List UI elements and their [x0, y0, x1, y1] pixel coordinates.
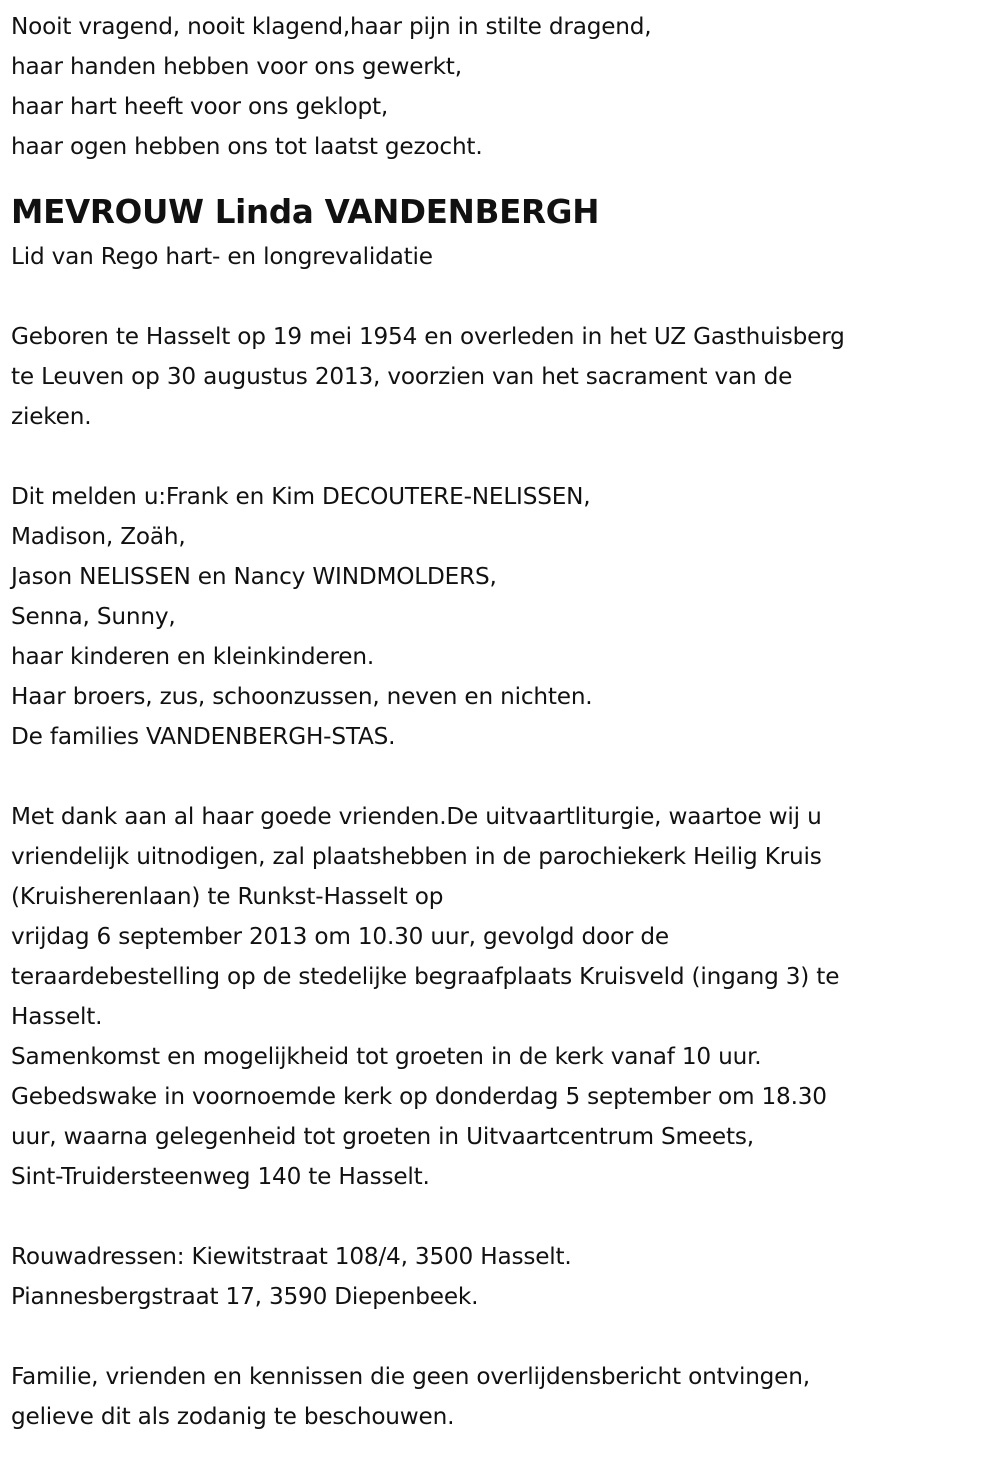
text-line: haar kinderen en kleinkinderen. [11, 642, 374, 670]
spacer [11, 436, 1000, 476]
text-line: (Kruisherenlaan) te Runkst-Hasselt op [11, 882, 444, 910]
text-line: De families VANDENBERGH-STAS. [11, 722, 396, 750]
text-line: Familie, vrienden en kennissen die geen overlijdensbericht ontvingen, [11, 1362, 810, 1390]
text-line: Haar broers, zus, schoonzussen, neven en nichten. [11, 682, 593, 710]
text-line: vrijdag 6 september 2013 om 10.30 uur, gevolgd door de [11, 922, 669, 950]
text-line: Dit melden u:Frank en Kim DECOUTERE-NELISSEN, [11, 482, 591, 510]
poem-line: Nooit vragend, nooit klagend,haar pijn in stilte dragend, [11, 12, 652, 40]
text-line: gelieve dit als zodanig te beschouwen. [11, 1402, 455, 1430]
birth-death-paragraph [11, 316, 1000, 436]
addresses-paragraph [11, 1236, 1000, 1316]
text-line: Piannesbergstraat 17, 3590 Diepenbeek. [11, 1282, 479, 1310]
text-line: teraardebestelling op de stedelijke begraafplaats Kruisveld (ingang 3) te [11, 962, 840, 990]
text-line: zieken. [11, 402, 92, 430]
text-line: Senna, Sunny, [11, 602, 176, 630]
text-line: Jason NELISSEN en Nancy WINDMOLDERS, [11, 562, 497, 590]
text-line: Gebedswake in voornoemde kerk op donderdag 5 september om 18.30 [11, 1082, 827, 1110]
spacer [11, 1196, 1000, 1236]
deceased-name: MEVROUW Linda VANDENBERGH [11, 192, 600, 231]
poem-line: haar ogen hebben ons tot laatst gezocht. [11, 132, 483, 160]
text-line: Hasselt. [11, 1002, 103, 1030]
text-line: te Leuven op 30 augustus 2013, voorzien van het sacrament van de [11, 362, 793, 390]
text-line: Met dank aan al haar goede vrienden.De uitvaartliturgie, waartoe wij u [11, 802, 822, 830]
text-line: uur, waarna gelegenheid tot groeten in Uitvaartcentrum Smeets, [11, 1122, 754, 1150]
funeral-paragraph [11, 796, 1000, 1196]
spacer [11, 1316, 1000, 1356]
text-line: Samenkomst en mogelijkheid tot groeten in de kerk vanaf 10 uur. [11, 1042, 762, 1070]
poem-line: haar hart heeft voor ons geklopt, [11, 92, 389, 120]
text-line: Sint-Truidersteenweg 140 te Hasselt. [11, 1162, 430, 1190]
text-line: Madison, Zoäh, [11, 522, 186, 550]
text-line: vriendelijk uitnodigen, zal plaatshebben in de parochiekerk Heilig Kruis [11, 842, 822, 870]
text-line: Rouwadressen: Kiewitstraat 108/4, 3500 Hasselt. [11, 1242, 572, 1270]
spacer [11, 276, 1000, 316]
closing-paragraph [11, 1356, 1000, 1436]
poem [11, 6, 1000, 166]
deceased-subtitle: Lid van Rego hart- en longrevalidatie [11, 242, 433, 270]
text-line: Geboren te Hasselt op 19 mei 1954 en overleden in het UZ Gasthuisberg [11, 322, 845, 350]
announcers-paragraph [11, 476, 1000, 756]
spacer [11, 756, 1000, 796]
poem-line: haar handen hebben voor ons gewerkt, [11, 52, 462, 80]
